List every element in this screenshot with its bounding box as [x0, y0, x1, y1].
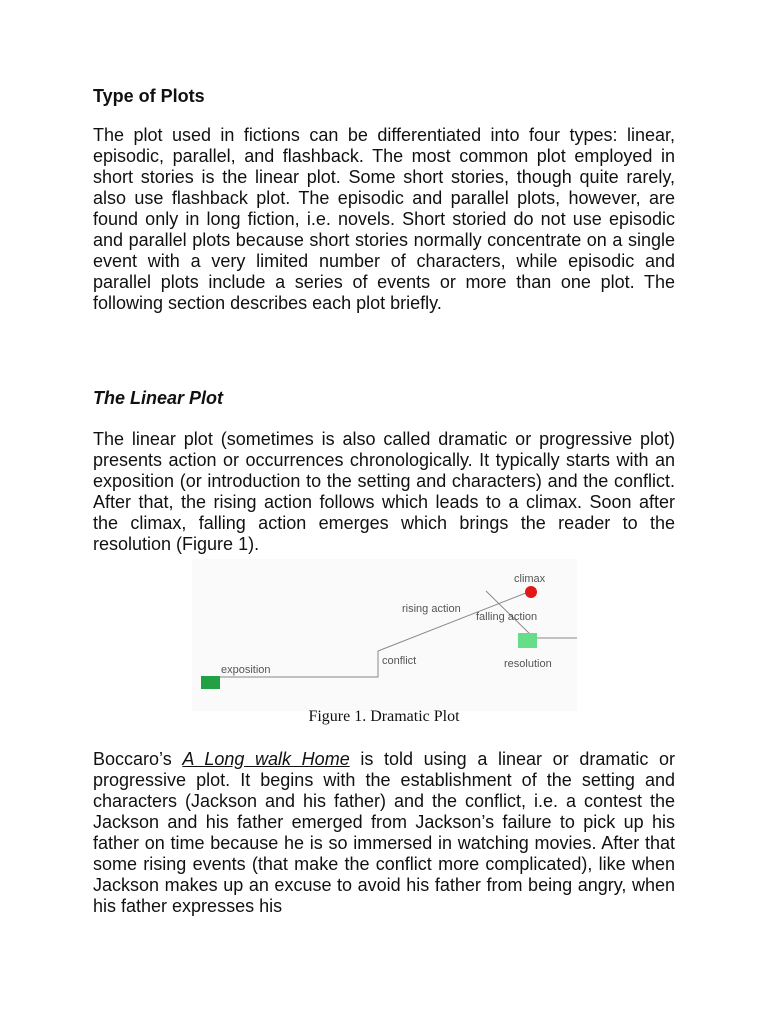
label-conflict: conflict [382, 655, 417, 667]
label-exposition: exposition [221, 664, 271, 676]
boccaro-text-after: is told using a linear or dramatic or progressive plot. It begins with the establishment of the setting and characters (Jackson and his father) and the conflict, i.e. a contest the Jackson and his father emerged from Jackson’s failure to pick up his father on time because he is so immersed in watching movies. After that some rising events (that make the conflict more complicated), like when Jackson makes up an excuse to avoid his father from being angry, when his father expresses his [93, 749, 675, 916]
heading-linear-plot: The Linear Plot [93, 388, 224, 408]
label-resolution: resolution [504, 658, 552, 670]
figure-caption: Figure 1. Dramatic Plot [308, 708, 460, 725]
label-falling-action: falling action [476, 611, 538, 623]
boccaro-text-before: Boccaro’s [93, 749, 183, 769]
paragraph-linear-plot: The linear plot (sometimes is also called dramatic or progressive plot) presents action or occurrences chronologically. It typically starts with an exposition (or introduction to the setting and characters) and the conflict. After that, the rising action follows which leads to a climax. Soon after the climax, falling action emerges which brings the reader to the resolution (Figure 1). [93, 429, 675, 554]
story-title: A Long walk Home [182, 749, 350, 769]
paragraph-intro: The plot used in fictions can be differentiated into four types: linear, episodic, parallel, and flashback. The most common plot employed in short stories is the linear plot. Some short stories, though quite rarely, also use flashback plot. The episodic and parallel plots, however, are found only in long fiction, i.e. novels. Short storied do not use episodic and parallel plots because short stories normally concentrate on a single event with a very limited number of characters, while episodic and parallel plots include a series of events or more than one plot. The following section describes each plot briefly. [93, 125, 675, 313]
exposition-marker [201, 676, 220, 689]
climax-marker [525, 586, 537, 598]
figure-dramatic-plot [192, 559, 577, 711]
label-rising-action: rising action [402, 603, 461, 615]
heading-type-of-plots: Type of Plots [93, 86, 205, 106]
label-climax: climax [514, 573, 546, 585]
dramatic-plot-diagram [192, 559, 577, 711]
paragraph-boccaro [93, 749, 675, 917]
resolution-marker [518, 633, 537, 648]
